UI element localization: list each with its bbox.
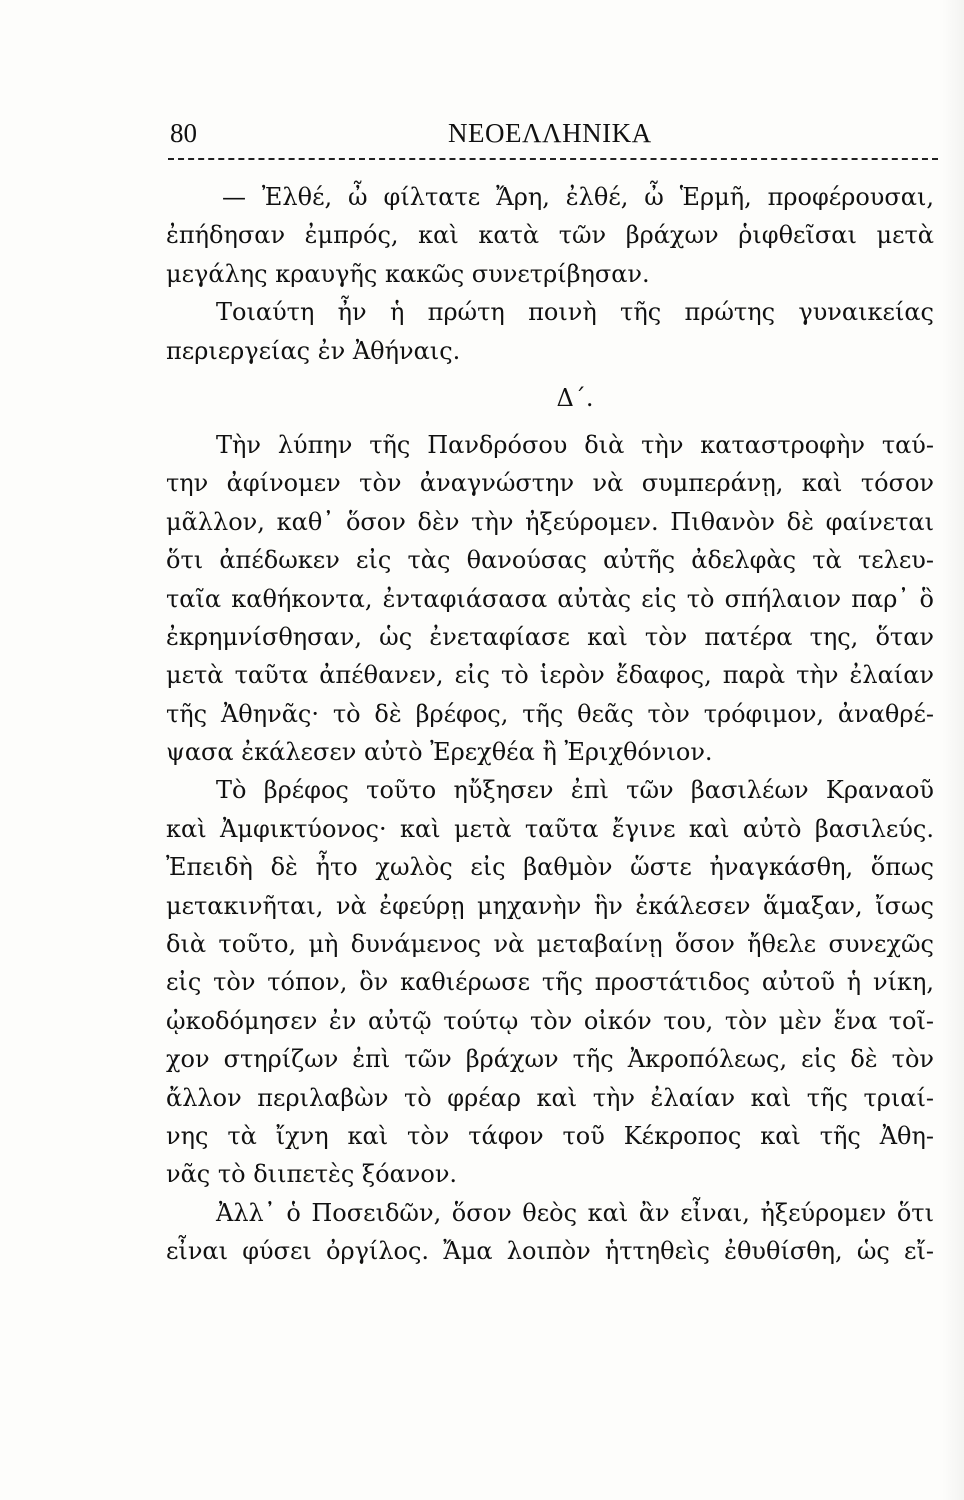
text-line: μεγάλης κραυγῆς κακῶς συνετρίβησαν. <box>166 259 650 288</box>
paragraph-1 <box>166 178 934 293</box>
paragraph-2 <box>166 293 934 370</box>
text-line: την ἀφίνομεν τὸν ἀναγνώστην νὰ συμπεράνῃ, καὶ τόσον <box>166 469 934 498</box>
text-line: ἐκρημνίσθησαν, ὡς ἐνεταφίασε καὶ τὸν πατέρα της, ὅταν <box>166 622 934 651</box>
text-line: ᾠκοδόμησεν ἐν αὐτῷ τούτῳ τὸν οἰκόν του, τὸν μὲν ἕνα τοῖ- <box>166 1006 934 1035</box>
text-line: Ἀλλ᾽ ὁ Ποσειδῶν, ὅσον θεὸς καὶ ἂν εἶναι, ἠξεύρομεν ὅτι <box>216 1198 934 1227</box>
text-line: τῆς Ἀθηνᾶς· τὸ δὲ βρέφος, τῆς θεᾶς τὸν τρόφιμον, ἀναθρέ- <box>166 699 934 728</box>
text-line: διὰ τοῦτο, μὴ δυνάμενος νὰ μεταβαίνῃ ὅσον ἤθελε συνεχῶς <box>166 930 934 959</box>
paragraph-5 <box>166 1194 934 1271</box>
text-line: ἐπήδησαν ἐμπρός, καὶ κατὰ τῶν βράχων ῥιφθεῖσαι μετὰ <box>166 221 934 250</box>
text-line: Τὸ βρέφος τοῦτο ηὔξησεν ἐπὶ τῶν βασιλέων Κραναοῦ <box>216 776 934 805</box>
text-line: εἶναι φύσει ὀργίλος. Ἄμα λοιπὸν ἡττηθεὶς ἐθυθίσθη, ὡς εἴ- <box>166 1237 934 1266</box>
running-head: ΝΕΟΕΛΛΗΝΙΚΑ <box>448 118 652 148</box>
text-line: περιεργείας ἐν Ἀθήναις. <box>166 336 461 365</box>
paragraph-3 <box>166 426 934 772</box>
text-line: Ἐπειδὴ δὲ ἦτο χωλὸς εἰς βαθμὸν ὥστε ἠναγκάσθη, ὅπως <box>166 853 934 882</box>
text-line: — Ἐλθέ, ὦ φίλτατε Ἄρη, ἐλθέ, ὦ Ἑρμῆ, προφέρουσαι, <box>222 183 934 211</box>
text-line: ἄλλον περιλαβὼν τὸ φρέαρ καὶ τὴν ἐλαίαν καὶ τῆς τριαί- <box>166 1083 934 1112</box>
text-line: Τοιαύτη ἦν ἡ πρώτη ποινὴ τῆς πρώτης γυναικείας <box>216 298 934 327</box>
text-line: καὶ Ἀμφικτύονος· καὶ μετὰ ταῦτα ἔγινε καὶ αὐτὸ βασιλεύς. <box>166 814 934 843</box>
text-line: μετακινῆται, νὰ ἐφεύρῃ μηχανὴν ἣν ἐκάλεσεν ἅμαξαν, ἴσως <box>166 891 934 920</box>
text-line: χον στηρίζων ἐπὶ τῶν βράχων τῆς Ἀκροπόλεως, εἰς δὲ τὸν <box>166 1045 934 1074</box>
header-rule <box>168 158 938 160</box>
page-number: 80 <box>170 118 197 148</box>
text-line: Τὴν λύπην τῆς Πανδρόσου διὰ τὴν καταστροφὴν ταύ- <box>216 430 934 459</box>
text-line: μετὰ ταῦτα ἀπέθανεν, εἰς τὸ ἱερὸν ἔδαφος, παρὰ τὴν ἐλαίαν <box>166 661 934 690</box>
body-text <box>166 178 934 1271</box>
page-edge-shadow <box>942 0 964 1500</box>
page-header <box>168 112 938 156</box>
text-line: ταῖα καθήκοντα, ἐνταφιάσασα αὐτὰς εἰς τὸ σπήλαιον παρ᾽ ὃ <box>166 584 934 613</box>
text-line: ψασα ἐκάλεσεν αὐτὸ Ἐρεχθέα ἢ Ἐριχθόνιον. <box>166 738 713 767</box>
paragraph-4 <box>166 771 934 1193</box>
text-line: μᾶλλον, καθ᾽ ὅσον δὲν τὴν ἠξεύρομεν. Πιθανὸν δὲ φαίνεται <box>166 507 934 536</box>
text-line: νης τὰ ἴχνη καὶ τὸν τάφον τοῦ Κέκροπος καὶ τῆς Ἀθη- <box>166 1121 934 1150</box>
text-line: νᾶς τὸ διιπετὲς ξόανον. <box>166 1160 458 1189</box>
section-heading: Δ΄. <box>556 383 594 412</box>
text-line: ὅτι ἀπέδωκεν εἰς τὰς θανούσας αὐτῆς ἀδελφὰς τὰ τελευ- <box>166 546 934 575</box>
text-line: εἰς τὸν τόπον, ὃν καθιέρωσε τῆς προστάτιδος αὐτοῦ ἡ νίκη, <box>166 968 934 997</box>
